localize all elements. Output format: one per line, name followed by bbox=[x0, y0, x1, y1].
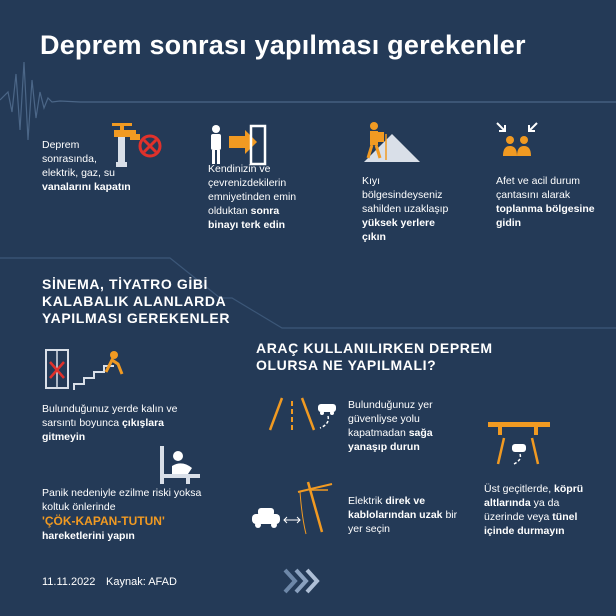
car-road-icon bbox=[262, 394, 342, 434]
vehicle-item-3-text: Elektrik direk ve kablolarından uzak bir yer seçin bbox=[348, 495, 458, 535]
vehicle-item-2-text: Üst geçitlerde, köprü altlarında ya da üzerinde veya tünel içinde durmayın bbox=[484, 483, 584, 537]
top-item-2-text: Kendinizin ve çevrenizdekilerin emniyetinden emin olduktan sonra binayı terk edin bbox=[208, 163, 297, 231]
vehicle-item-1-text: Bulunduğunuz yer güvenliyse yolu kapatmadan sağa yanaşıp durun bbox=[348, 399, 433, 453]
top-item-4-text: Afet ve acil durum çantasını alarak toplanma bölgesine gidin bbox=[496, 175, 595, 229]
hiker-mountain-icon bbox=[358, 120, 422, 164]
top-item-1-text: Deprem sonrasında, elektrik, gaz, su vanalarını kapatın bbox=[42, 139, 131, 193]
footer-date: 11.11.2022 bbox=[42, 576, 96, 588]
bridge-tunnel-icon bbox=[486, 420, 552, 466]
vehicle-section-title: ARAÇ KULLANILIRKEN DEPREM OLURSA NE YAPILMALI? bbox=[256, 340, 493, 373]
power-line-car-icon bbox=[248, 478, 334, 536]
no-elevator-stairs-icon bbox=[44, 348, 128, 392]
crowded-item-1-text: Bulunduğunuz yerde kalın ve sarsıntı boyunca çıkışlara gitmeyin bbox=[42, 403, 178, 443]
crowded-item-2-text: Panik nedeniyle ezilme riski yoksa koltuk önlerinde 'ÇÖK-KAPAN-TUTUN' hareketlerini yapın bbox=[42, 487, 202, 542]
crowded-section-title: SİNEMA, TİYATRO GİBİ KALABALIK ALANLARDA YAPILMASI GEREKENLER bbox=[42, 276, 231, 326]
exit-door-icon bbox=[205, 124, 269, 166]
gathering-icon bbox=[494, 120, 540, 160]
page-title: Deprem sonrası yapılması gerekenler bbox=[40, 30, 526, 60]
footer-source: Kaynak: AFAD bbox=[106, 576, 177, 588]
duck-cover-icon bbox=[158, 444, 202, 486]
aa-chevron-logo bbox=[283, 566, 321, 596]
top-item-3-text: Kıyı bölgesindeyseniz sahilden uzaklaşıp yüksek yerlere çıkın bbox=[362, 175, 449, 243]
